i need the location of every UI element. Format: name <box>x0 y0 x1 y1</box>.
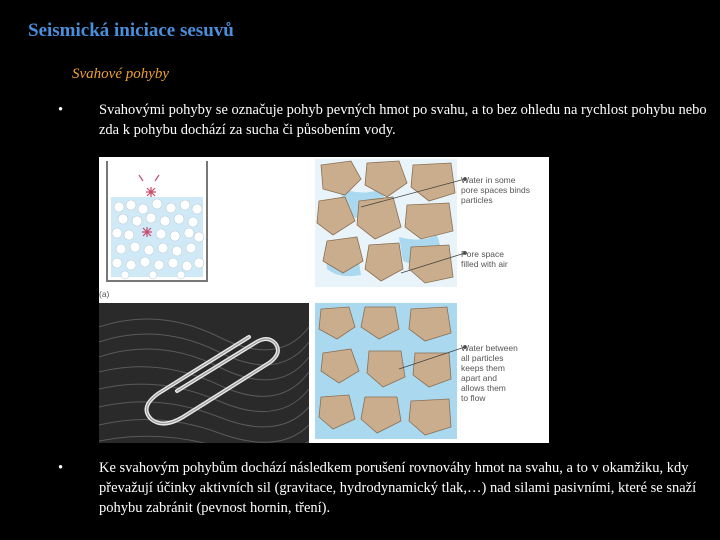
grains-partial-water-panel <box>315 159 457 287</box>
paperclip-surface-tension-image <box>99 303 309 443</box>
bullet-item <box>58 100 718 144</box>
bullet-mark: • <box>58 102 64 118</box>
slide-subtitle: Svahové pohyby <box>72 66 170 82</box>
beaker-diagram <box>107 161 207 281</box>
grains-saturated-panel <box>315 303 457 439</box>
bullet-mark: • <box>58 460 64 476</box>
figure-panel-label: (a) <box>99 289 110 299</box>
soil-water-figure <box>99 157 549 443</box>
slide-title: Seismická iniciace sesuvů <box>28 20 234 41</box>
bullet-item <box>58 458 718 524</box>
label-water-binds: Water in some pore spaces binds particles <box>461 175 530 205</box>
bullet-text: Svahovými pohyby se označuje pohyb pevných hmot po svahu, a to bez ohledu na rychlost pohybu nebo zda k pohybu dochází za sucha či působením vody. <box>99 102 707 138</box>
bullet-text: Ke svahovým pohybům dochází následkem porušení rovnováhy hmot na svahu, a to v okamžiku, kdy převažují účinky aktivních sil (gravitace, hydrodynamický tlak,…) nad silami pasivními, které se snaží pohybu zabránit (pevnost hornin, tření). <box>99 460 697 516</box>
label-pore-space: Pore space filled with air <box>461 249 508 269</box>
label-water-between: Water between all particles keeps them apart and allows them to flow <box>461 343 518 403</box>
